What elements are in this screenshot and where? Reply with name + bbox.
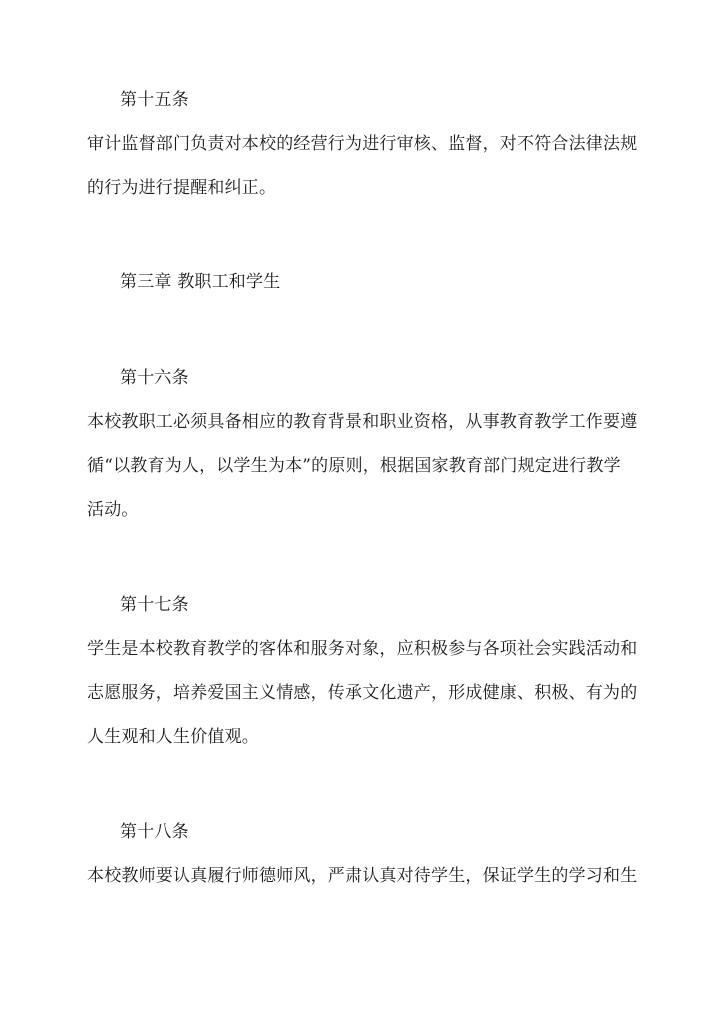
article-17-line-3: 人生观和人生价值观。 xyxy=(87,727,259,747)
article-16-line-1: 本校教职工必须具备相应的教育背景和职业资格，从事教育教学工作要遵 xyxy=(87,412,638,432)
article-17-heading: 第十七条 xyxy=(120,595,189,615)
article-16-line-2: 循“以教育为人，以学生为本”的原则，根据国家教育部门规定进行教学 xyxy=(87,456,621,476)
article-18-heading: 第十八条 xyxy=(120,822,189,842)
article-17-line-2: 志愿服务，培养爱国主义情感，传承文化遗产，形成健康、积极、有为的 xyxy=(87,683,638,703)
article-17-line-1: 学生是本校教育教学的客体和服务对象，应积极参与各项社会实践活动和 xyxy=(87,639,638,659)
article-16-line-3: 活动。 xyxy=(87,500,139,520)
article-16-heading: 第十六条 xyxy=(120,368,189,388)
chapter-3-heading: 第三章 教职工和学生 xyxy=(120,272,281,292)
article-15-line-1: 审计监督部门负责对本校的经营行为进行审核、监督，对不符合法律法规 xyxy=(87,134,638,154)
article-15-heading: 第十五条 xyxy=(120,90,189,110)
article-15-line-2: 的行为进行提醒和纠正。 xyxy=(87,178,277,198)
article-18-line-1: 本校教师要认真履行师德师风，严肃认真对待学生，保证学生的学习和生 xyxy=(87,866,638,886)
